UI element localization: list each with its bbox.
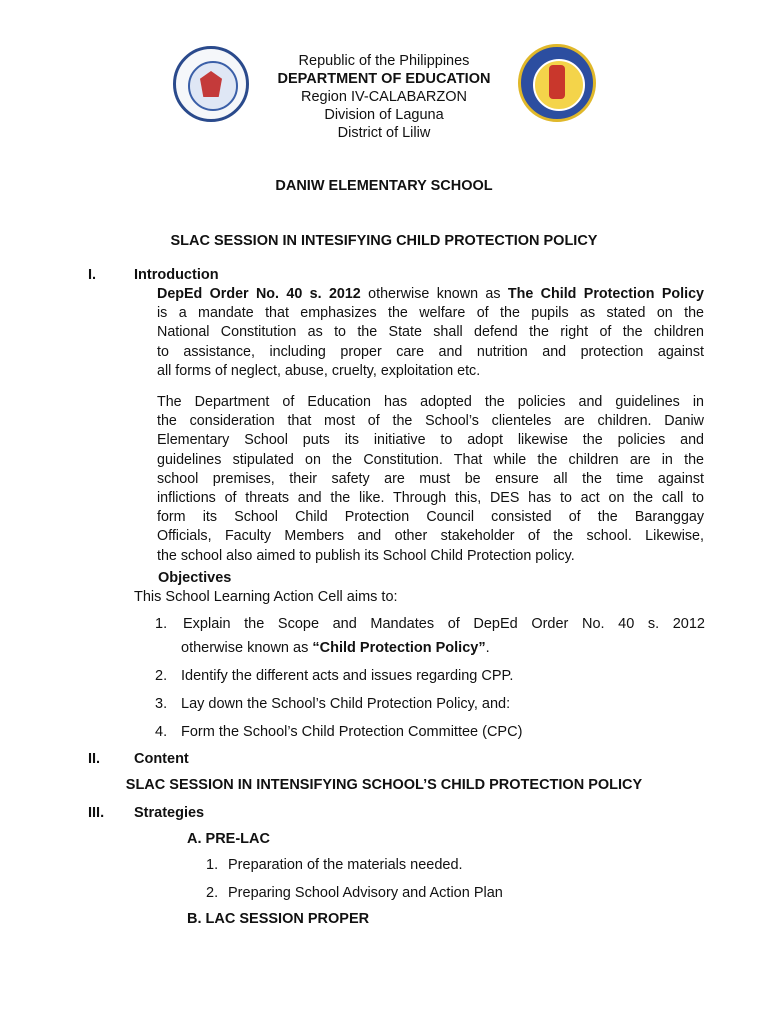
objective-text: Lay down the School’s Child Protection Policy, and: bbox=[181, 696, 511, 712]
objectives-intro: This School Learning Action Cell aims to: bbox=[134, 589, 398, 605]
paragraph-line bbox=[157, 285, 704, 304]
objectives-heading: Objectives bbox=[158, 570, 232, 586]
lac-session-heading: B. LAC SESSION PROPER bbox=[187, 911, 370, 927]
policy-name-quote: “Child Protection Policy” bbox=[312, 640, 486, 656]
pre-lac-heading: A. PRE-LAC bbox=[187, 831, 270, 847]
paragraph-line: form its School Child Protection Council consisted of the Baranggay bbox=[157, 509, 704, 526]
list-number: 2. bbox=[155, 668, 168, 684]
school-name: DANIW ELEMENTARY SCHOOL bbox=[275, 178, 493, 194]
list-number: 3. bbox=[155, 696, 168, 712]
district-line: District of Liliw bbox=[337, 125, 431, 141]
content-heading: SLAC SESSION IN INTENSIFYING SCHOOL’S CHILD PROTECTION POLICY bbox=[125, 777, 643, 793]
pre-lac-item-2: Preparing School Advisory and Action Plan bbox=[228, 885, 503, 901]
intro-paragraph-1 bbox=[157, 285, 704, 381]
paragraph-line: inflictions of threats and the like. Through this, DES has to act on the call to bbox=[157, 490, 704, 507]
republic-line: Republic of the Philippines bbox=[298, 53, 470, 69]
order-reference: DepEd Order No. 40 s. 2012 bbox=[157, 286, 361, 302]
document-title: SLAC SESSION IN INTESIFYING CHILD PROTECTION POLICY bbox=[170, 233, 598, 249]
section-2-number: II. bbox=[88, 751, 101, 767]
section-3-title: Strategies bbox=[134, 805, 205, 821]
region-line: Region IV-CALABARZON bbox=[300, 89, 467, 105]
list-number: 1. bbox=[206, 857, 219, 873]
paragraph-line: the consideration that most of the School’s clienteles are children. Daniw bbox=[157, 413, 704, 430]
policy-name: The Child Protection Policy bbox=[507, 286, 704, 302]
section-2-title: Content bbox=[134, 751, 189, 767]
paragraph-line: The Department of Education has adopted the policies and guidelines in bbox=[157, 394, 704, 410]
text-run: otherwise known as bbox=[360, 286, 508, 302]
paragraph-line: the school also aimed to publish its School Child Protection policy. bbox=[157, 547, 575, 564]
text-run: . bbox=[485, 640, 490, 656]
paragraph-line: Officials, Faculty Members and other stakeholder of the school. Likewise, bbox=[157, 528, 704, 545]
paragraph-line: to assistance, including proper care and nutrition and protection against bbox=[157, 343, 704, 360]
department-line: DEPARTMENT OF EDUCATION bbox=[277, 71, 491, 87]
text-run: otherwise known as bbox=[181, 640, 313, 656]
objective-text: Form the School’s Child Protection Committee (CPC) bbox=[181, 724, 523, 740]
objective-line: Explain the Scope and Mandates of DepEd Order No. 40 s. 2012 bbox=[183, 616, 705, 632]
intro-paragraph-2 bbox=[157, 393, 704, 566]
list-number: 4. bbox=[155, 724, 168, 740]
paragraph-line: is a mandate that emphasizes the welfare of the pupils as stated on the bbox=[157, 305, 704, 322]
list-number: 2. bbox=[206, 885, 219, 901]
objective-text: Identify the different acts and issues regarding CPP. bbox=[181, 668, 514, 684]
division-line: Division of Laguna bbox=[324, 107, 444, 123]
paragraph-line: Elementary School puts its initiative to adopt likewise the policies and bbox=[157, 432, 704, 449]
paragraph-line: National Constitution as to the State shall defend the right of the children bbox=[157, 324, 704, 341]
pre-lac-item-1: Preparation of the materials needed. bbox=[228, 857, 463, 873]
section-1-title: Introduction bbox=[134, 267, 219, 283]
letterhead bbox=[0, 52, 768, 142]
section-3-number: III. bbox=[88, 805, 105, 821]
list-number: 1. bbox=[155, 616, 168, 632]
paragraph-line: all forms of neglect, abuse, cruelty, exploitation etc. bbox=[157, 362, 481, 379]
section-1-number: I. bbox=[88, 267, 97, 283]
paragraph-line: school premises, their safety are must be ensure all the time against bbox=[157, 470, 704, 487]
paragraph-line: guidelines stipulated on the Constitution. That while the children are in the bbox=[157, 451, 704, 468]
objective-line bbox=[155, 640, 705, 656]
objective-item-1 bbox=[155, 616, 705, 656]
